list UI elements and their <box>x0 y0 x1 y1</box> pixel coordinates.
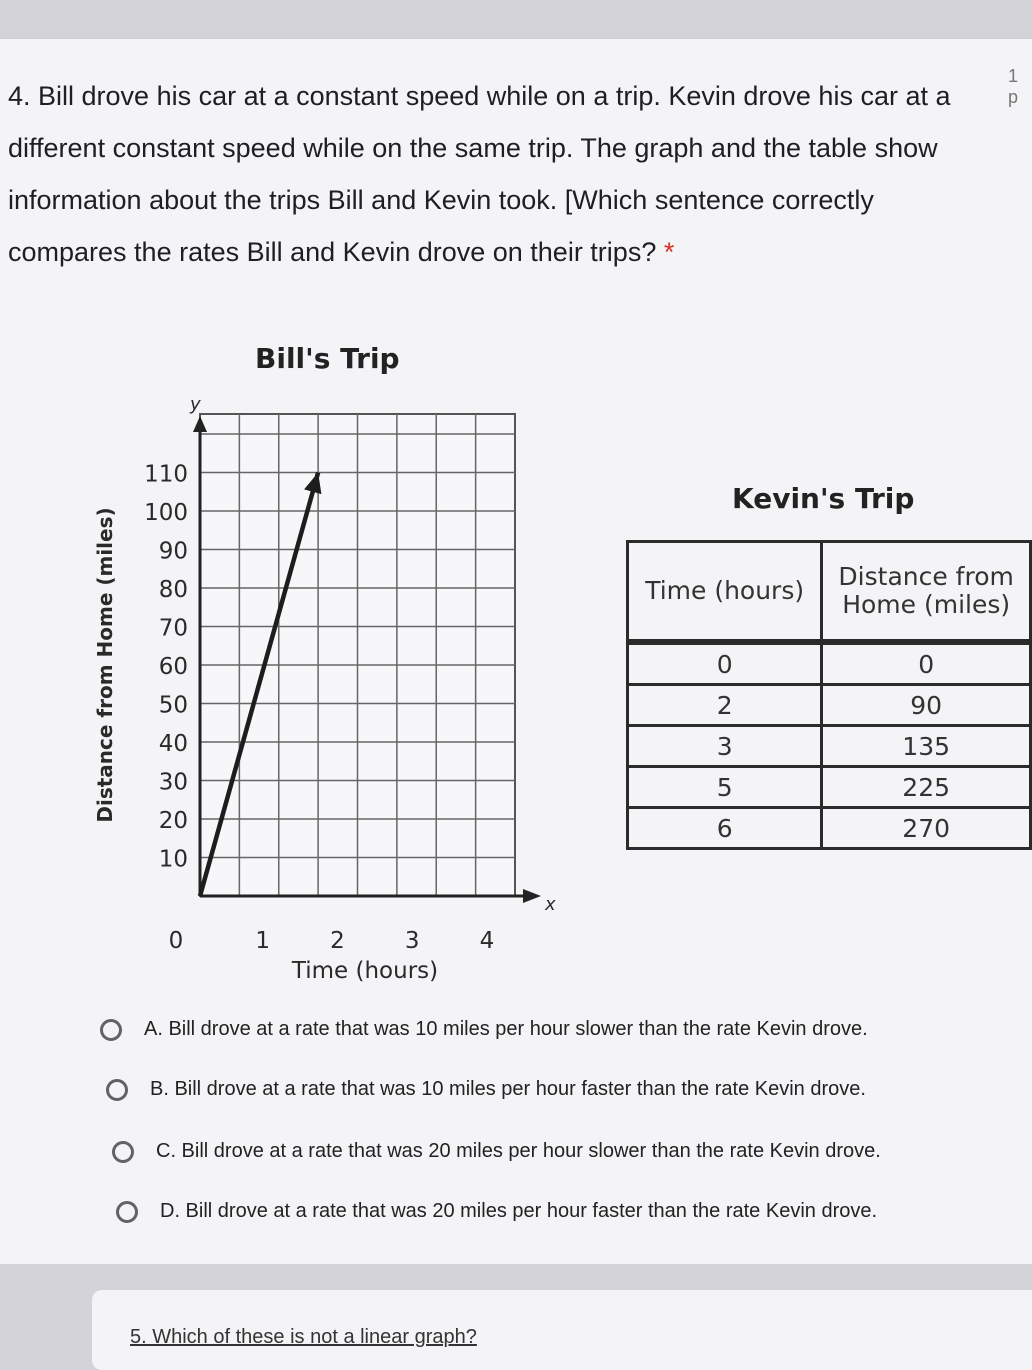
y-tick-label: 70 <box>158 615 188 642</box>
y-tick-label: 100 <box>144 500 188 526</box>
y-axis-label: Distance from Home (miles) <box>93 507 117 823</box>
y-axis-letter: y <box>190 394 201 415</box>
table-row <box>628 808 1031 849</box>
question-body: 4. Bill drove his car at a constant speed while on a trip. Kevin drove his car at a different constant speed while on the same trip. The graph and the table show information about the trips Bill and Kevin took. [Which sentence correctly compares the rates Bill and Kevin drove on their trips? <box>8 81 951 267</box>
table-cell-time: 5 <box>628 767 822 808</box>
table-cell-time: 6 <box>628 808 822 849</box>
kevin-trip-table <box>626 540 1032 850</box>
y-tick-label: 20 <box>158 808 188 834</box>
x-tick-label: 2 <box>330 928 345 954</box>
x-tick-label: 3 <box>404 928 420 954</box>
table-cell-distance: 135 <box>822 726 1031 767</box>
table-cell-time: 2 <box>628 685 822 726</box>
option-c[interactable] <box>112 1140 881 1163</box>
table-row <box>628 685 1031 726</box>
points-label: 1 p <box>1008 66 1019 107</box>
y-tick-label: 90 <box>158 538 188 565</box>
x-tick-label: 4 <box>479 928 495 954</box>
y-tick-label: 50 <box>158 692 188 719</box>
question-text <box>8 70 983 278</box>
y-tick-label: 60 <box>158 654 188 680</box>
table-row <box>628 642 1031 685</box>
option-b[interactable] <box>106 1078 866 1101</box>
table-header-distance: Distance from Home (miles) <box>822 542 1031 643</box>
table-cell-distance: 0 <box>822 642 1031 685</box>
table-row <box>628 726 1031 767</box>
option-label: A. Bill drove at a rate that was 10 miles per hour slower than the rate Kevin drove. <box>144 1018 868 1040</box>
table-cell-distance: 90 <box>822 685 1031 726</box>
table-header-time: Time (hours) <box>628 542 822 643</box>
required-mark: * <box>663 237 675 267</box>
radio-button[interactable] <box>106 1079 128 1101</box>
y-tick-label: 10 <box>158 846 188 873</box>
table-row <box>628 767 1031 808</box>
option-a[interactable] <box>100 1018 868 1041</box>
table-title: Kevin's Trip <box>732 482 915 515</box>
radio-button[interactable] <box>100 1019 122 1041</box>
table-cell-distance: 270 <box>822 808 1031 849</box>
next-question-title: 5. Which of these is not a linear graph? <box>130 1326 477 1348</box>
x-tick-label: 1 <box>255 928 271 954</box>
table-cell-time: 3 <box>628 726 822 767</box>
table-cell-time: 0 <box>628 642 822 685</box>
bill-trip-chart <box>60 390 580 990</box>
option-label: C. Bill drove at a rate that was 20 miles per hour slower than the rate Kevin drove. <box>156 1140 881 1162</box>
y-tick-label: 40 <box>158 731 188 757</box>
y-tick-label: 110 <box>144 461 188 488</box>
x-axis-letter: x <box>545 894 556 915</box>
radio-button[interactable] <box>116 1201 138 1223</box>
y-tick-label: 30 <box>158 769 188 796</box>
x-tick-label: 0 <box>168 928 184 954</box>
table-cell-distance: 225 <box>822 767 1031 808</box>
option-label: B. Bill drove at a rate that was 10 miles per hour faster than the rate Kevin drove. <box>150 1078 866 1100</box>
option-label: D. Bill drove at a rate that was 20 miles per hour faster than the rate Kevin drove. <box>160 1200 878 1222</box>
radio-button[interactable] <box>112 1141 134 1163</box>
x-axis-label: Time (hours) <box>291 958 439 984</box>
chart-title: Bill's Trip <box>255 342 400 375</box>
x-axis-arrow <box>523 889 541 903</box>
y-tick-label: 80 <box>158 577 188 603</box>
option-d[interactable] <box>116 1200 877 1223</box>
